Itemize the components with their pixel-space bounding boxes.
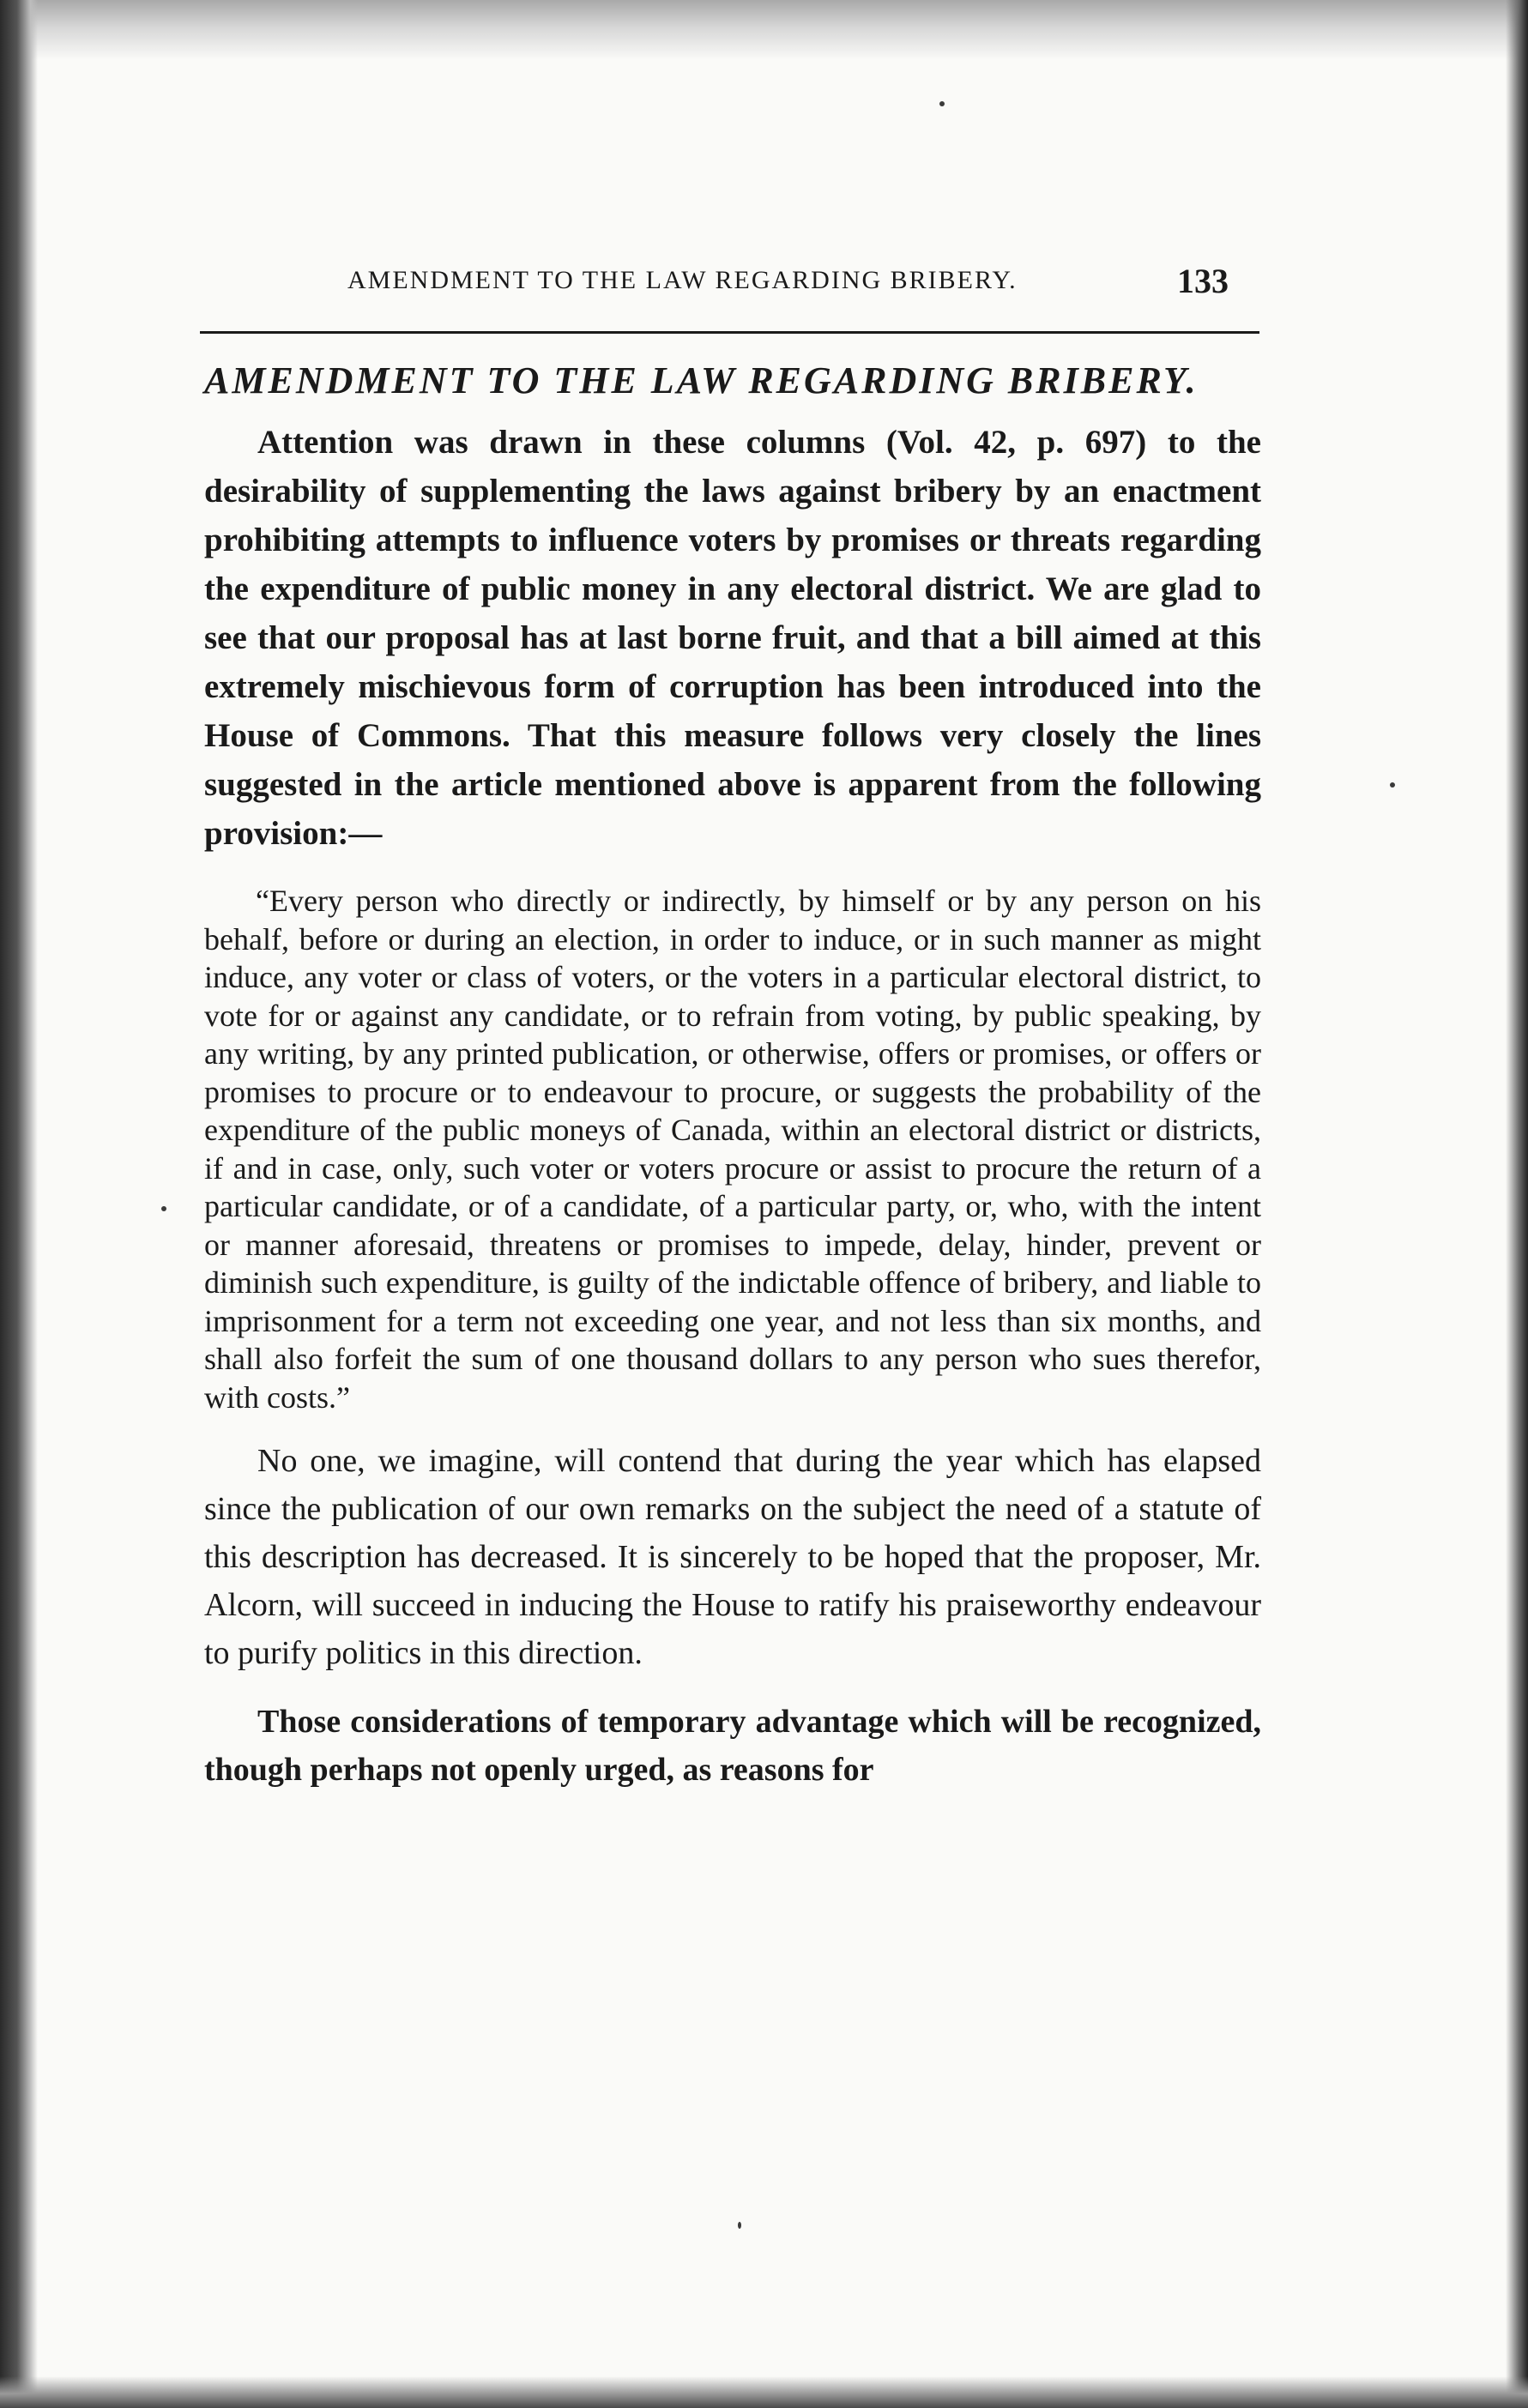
running-head (206, 257, 1263, 309)
article-body (204, 359, 1261, 1794)
header-rule (200, 331, 1259, 334)
scan-speck (738, 2222, 741, 2229)
scan-shadow-right (1506, 0, 1528, 2408)
running-head-title: AMENDMENT TO THE LAW REGARDING BRIBERY. (347, 266, 1018, 294)
paragraph: Those considerations of temporary advantage which will be recognized, though perhaps not openly urged, as reasons for (204, 1704, 1261, 1788)
scan-shadow-top (0, 0, 1528, 60)
scan-shadow-left (0, 0, 38, 2408)
paragraph: No one, we imagine, will contend that during the year which has elapsed since the publication of our own remarks on the subject the need of a statute of this description has decreased. It is sincerely to be hoped that the proposer, Mr. Alcorn, will succeed in inducing the House to ratify his praiseworthy endeavour to purify politics in this direction. (204, 1443, 1261, 1671)
page-number: 133 (1177, 262, 1229, 300)
scan-speck (161, 1206, 166, 1211)
paragraph: Attention was drawn in these columns (Vol. 42, p. 697) to the desirability of supplementing the laws against bribery by an enactment prohibiting attempts to influence voters by promises or threats regarding the expenditure of public money in any electoral district. We are glad to see that our proposal has at last borne fruit, and that a bill aimed at this extremely mischievous form of corruption has been introduced into the House of Commons. That this measure follows very closely the lines suggested in the article mentioned above is apparent from the following provision:— (204, 424, 1261, 852)
block-quote: “Every person who directly or indirectly, by himself or by any person on his behalf, before or during an election, in order to induce, or in such manner as might induce, any voter or class of voters, or the voters in a particular electoral district, to vote for or against any candidate, or to refrain from voting, by public speaking, by any writing, by any printed publication, or otherwise, offers or promises, or offers or promises to procure or to endeavour to procure, or suggests the probability of the expenditure of the public moneys of Canada, within an electoral district or districts, if and in case, only, such voter or voters procure or assist to procure the return of a particular candidate, or of a candidate, of a particular party, or, who, with the intent or manner aforesaid, threatens or promises to impede, delay, hinder, prevent or diminish such expenditure, is guilty of the indictable offence of bribery, and liable to imprisonment for a term not exceeding one year, and not less than six months, and shall also forfeit the sum of one thousand dollars to any person who sues therefor, with costs.” (204, 884, 1261, 1415)
scan-speck (1390, 782, 1395, 788)
scan-speck (939, 101, 945, 106)
scan-shadow-bottom (0, 2376, 1528, 2408)
article-title: AMENDMENT TO THE LAW REGARDING BRIBERY. (204, 359, 1199, 401)
